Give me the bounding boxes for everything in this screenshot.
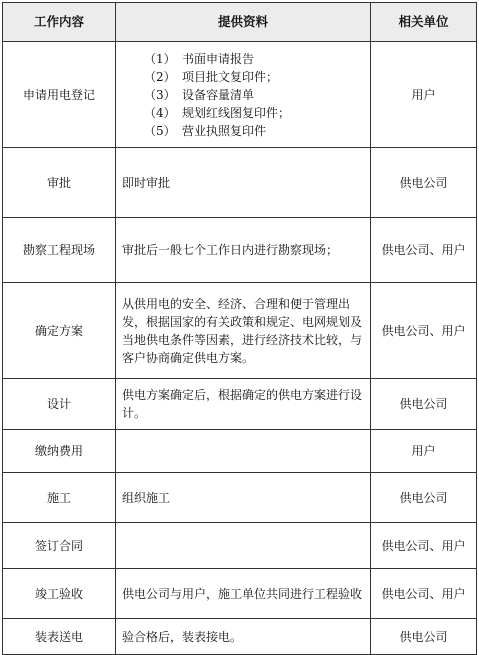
- list-item: （4） 规划红线图复印件；: [144, 105, 291, 120]
- table-row: [3, 473, 477, 523]
- row-item: 审批: [3, 148, 116, 218]
- row-item: 确定方案: [3, 283, 116, 379]
- row-unit: 供电公司: [371, 379, 477, 430]
- table-row: [3, 148, 477, 218]
- row-item: 装表送电: [3, 619, 116, 655]
- row-item: 竣工验收: [3, 569, 116, 619]
- row-item: 勘察工程现场: [3, 218, 116, 283]
- row-unit: 用户: [371, 430, 477, 473]
- row-desc: 从供用电的安全、经济、合理和便于管理出发，根据国家的有关政策和规定、电网规划及当地供电条件等因素，进行经济技术比较，与客户协商确定供电方案。: [116, 283, 371, 379]
- list-item: （3） 设备容量清单: [144, 87, 255, 102]
- header-work-content: 工作内容: [3, 3, 116, 42]
- table-row: [3, 379, 477, 430]
- row-materials: [116, 42, 371, 148]
- table-row: [3, 218, 477, 283]
- row-desc: 供电公司与用户，施工单位共同进行工程验收: [116, 569, 371, 619]
- row-item: 设计: [3, 379, 116, 430]
- table-row: [3, 569, 477, 619]
- row-item: 施工: [3, 473, 116, 523]
- row-desc: [116, 523, 371, 569]
- row-unit: 供电公司: [371, 619, 477, 655]
- row-desc: 验合格后，装表接电。: [116, 619, 371, 655]
- header-related-unit: 相关单位: [371, 3, 477, 42]
- list-item: （2） 项目批文复印件；: [144, 69, 279, 84]
- table-row: [3, 42, 477, 148]
- table-row: [3, 283, 477, 379]
- row-unit: 供电公司、用户: [371, 283, 477, 379]
- row-desc: 组织施工: [116, 473, 371, 523]
- row-desc: 供电方案确定后，根据确定的供电方案进行设计。: [116, 379, 371, 430]
- table-row: [3, 619, 477, 655]
- table-row: [3, 430, 477, 473]
- materials-list: [122, 50, 364, 140]
- list-item: （5） 营业执照复印件: [144, 123, 267, 138]
- list-item: （1） 书面申请报告: [144, 51, 255, 66]
- row-unit: 用户: [371, 42, 477, 148]
- row-unit: 供电公司、用户: [371, 569, 477, 619]
- row-unit: 供电公司: [371, 473, 477, 523]
- row-desc: 审批后一般七个工作日内进行勘察现场；: [116, 218, 371, 283]
- row-unit: 供电公司、用户: [371, 218, 477, 283]
- process-table: [2, 2, 477, 655]
- row-item: 申请用电登记: [3, 42, 116, 148]
- row-item: 签订合同: [3, 523, 116, 569]
- header-materials: 提供资料: [116, 3, 371, 42]
- row-desc: [116, 430, 371, 473]
- table-row: [3, 523, 477, 569]
- row-item: 缴纳费用: [3, 430, 116, 473]
- table-header-row: [3, 3, 477, 42]
- row-unit: 供电公司、用户: [371, 523, 477, 569]
- row-unit: 供电公司: [371, 148, 477, 218]
- row-desc: 即时审批: [116, 148, 371, 218]
